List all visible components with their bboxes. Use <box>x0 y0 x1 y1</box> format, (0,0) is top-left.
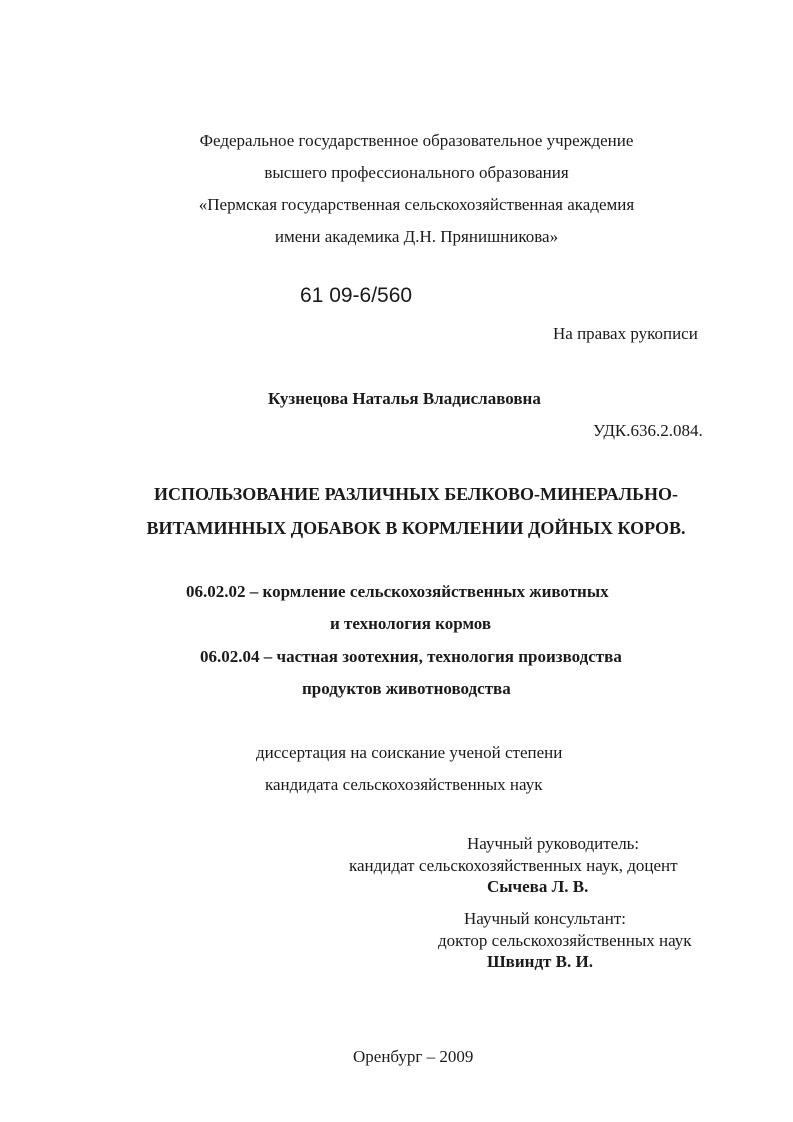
supervisor-role: Научный руководитель: <box>467 834 640 853</box>
place-year: Оренбург – 2009 <box>353 1047 474 1066</box>
institution-line-1: Федеральное государственное образовательное учреждение <box>199 131 634 150</box>
udc-code: УДК.636.2.084. <box>593 421 703 440</box>
consultant-name: Швиндт В. И. <box>487 952 593 971</box>
institution-line-4: имени академика Д.Н. Прянишникова» <box>274 227 559 246</box>
specialty-2-line-2: продуктов животноводства <box>302 679 511 698</box>
consultant-role: Научный консультант: <box>464 909 626 928</box>
consultant-title: доктор сельскохозяйственных наук <box>438 931 692 950</box>
title-line-1: ИСПОЛЬЗОВАНИЕ РАЗЛИЧНЫХ БЕЛКОВО-МИНЕРАЛЬНО- <box>153 484 679 504</box>
specialty-2-line-1: 06.02.04 – частная зоотехния, технология производства <box>200 647 622 666</box>
institution-line-2: высшего профессионального образования <box>264 163 569 182</box>
title-line-2: ВИТАМИННЫХ ДОБАВОК В КОРМЛЕНИИ ДОЙНЫХ КОРОВ. <box>146 518 686 538</box>
supervisor-title: кандидат сельскохозяйственных наук, доцент <box>349 856 678 875</box>
degree-line-2: кандидата сельскохозяйственных наук <box>265 775 543 794</box>
author-name: Кузнецова Наталья Владиславовна <box>268 389 541 408</box>
institution-line-3: «Пермская государственная сельскохозяйственная академия <box>198 195 635 214</box>
specialty-1-line-1: 06.02.02 – кормление сельскохозяйственных животных <box>186 582 609 601</box>
supervisor-name: Сычева Л. В. <box>487 877 589 896</box>
degree-line-1: диссертация на соискание ученой степени <box>256 743 563 762</box>
registration-number: 61 09-6/560 <box>300 284 413 307</box>
manuscript-note: На правах рукописи <box>553 324 698 343</box>
specialty-1-line-2: и технология кормов <box>330 614 492 633</box>
